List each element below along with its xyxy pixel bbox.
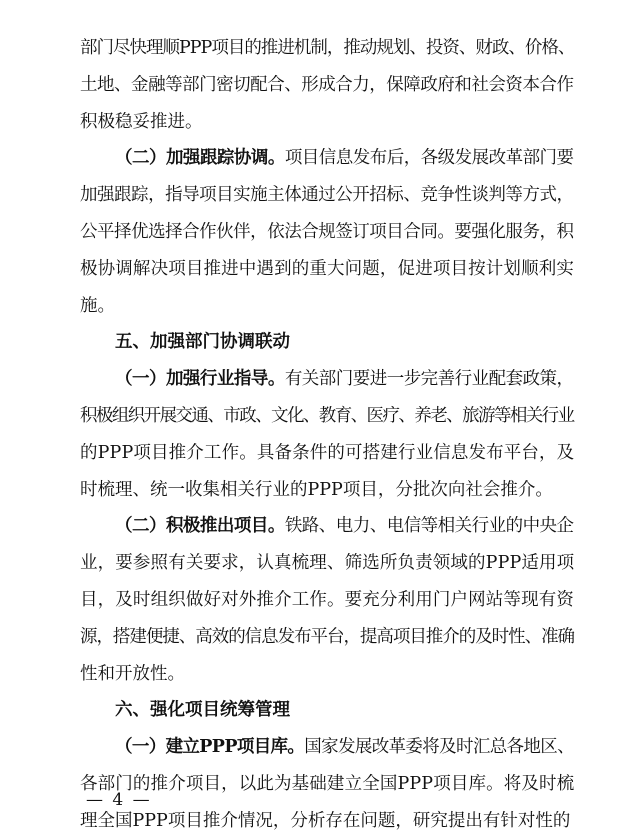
item-lead-title: （二）加强跟踪协调。 bbox=[115, 148, 285, 169]
item-lead-title: （一）加强行业指导。 bbox=[115, 369, 285, 390]
heading-line: 五、加强部门协调联动 bbox=[115, 332, 290, 353]
section-heading bbox=[80, 692, 574, 729]
text-line: 业，要参照有关要求，认真梳理、筛选所负责领域的PPP适用项 bbox=[80, 553, 575, 574]
text-line: 的PPP项目推介工作。具备条件的可搭建行业信息发布平台，及 bbox=[80, 442, 575, 463]
body-text bbox=[80, 30, 574, 840]
text-line: 极协调解决项目推进中遇到的重大问题，促进项目按计划顺利实 bbox=[80, 258, 574, 279]
item-text: 项目信息发布后，各级发展改革部门要 bbox=[284, 148, 574, 169]
text-line: 土地、金融等部门密切配合、形成合力，保障政府和社会资本合作 bbox=[80, 74, 574, 95]
text-line bbox=[80, 140, 574, 177]
text-line: 积极组织开展交通、市政、文化、教育、医疗、养老、旅游等相关行业 bbox=[80, 405, 574, 426]
item-lead-title: （二）积极推出项目。 bbox=[115, 516, 285, 537]
text-line: 时梳理、统一收集相关行业的PPP项目，分批次向社会推介。 bbox=[80, 479, 553, 500]
item-lead-title: （一）建立PPP项目库。 bbox=[115, 737, 305, 758]
text-line: 积极稳妥推进。 bbox=[80, 111, 203, 132]
text-line: 理全国PPP项目推介情况，分析存在问题，研究提出有针对性的 bbox=[80, 810, 571, 831]
paragraph bbox=[80, 361, 574, 508]
paragraph bbox=[80, 729, 574, 839]
paragraph bbox=[80, 140, 574, 324]
item-text: 国家发展改革委将及时汇总各地区、 bbox=[304, 737, 574, 758]
page-number: — 4 — bbox=[86, 790, 152, 810]
text-line: 施。 bbox=[80, 295, 115, 316]
text-line: 部门尽快理顺PPP项目的推进机制，推动规划、投资、财政、价格、 bbox=[80, 38, 575, 58]
text-line bbox=[80, 729, 574, 766]
text-line: 各部门的推介项目，以此为基础建立全国PPP项目库。将及时梳 bbox=[80, 773, 575, 794]
item-text: 铁路、电力、电信等相关行业的中央企 bbox=[284, 516, 574, 537]
text-line: 源，搭建便捷、高效的信息发布平台，提高项目推介的及时性、准确 bbox=[80, 626, 574, 647]
paragraph bbox=[80, 30, 574, 140]
text-line bbox=[80, 508, 574, 545]
text-line: 性和开放性。 bbox=[80, 663, 185, 684]
text-line: 公平择优选择合作伙伴，依法合规签订项目合同。要强化服务，积 bbox=[80, 221, 574, 242]
text-line bbox=[80, 361, 574, 398]
text-line: 加强跟踪，指导项目实施主体通过公开招标、竞争性谈判等方式， bbox=[80, 185, 574, 206]
text-line: 目，及时组织做好对外推介工作。要充分利用门户网站等现有资 bbox=[80, 589, 574, 610]
paragraph bbox=[80, 508, 574, 692]
heading-line: 六、强化项目统筹管理 bbox=[115, 700, 290, 721]
section-heading bbox=[80, 324, 574, 361]
item-text: 有关部门要进一步完善行业配套政策， bbox=[284, 369, 574, 390]
